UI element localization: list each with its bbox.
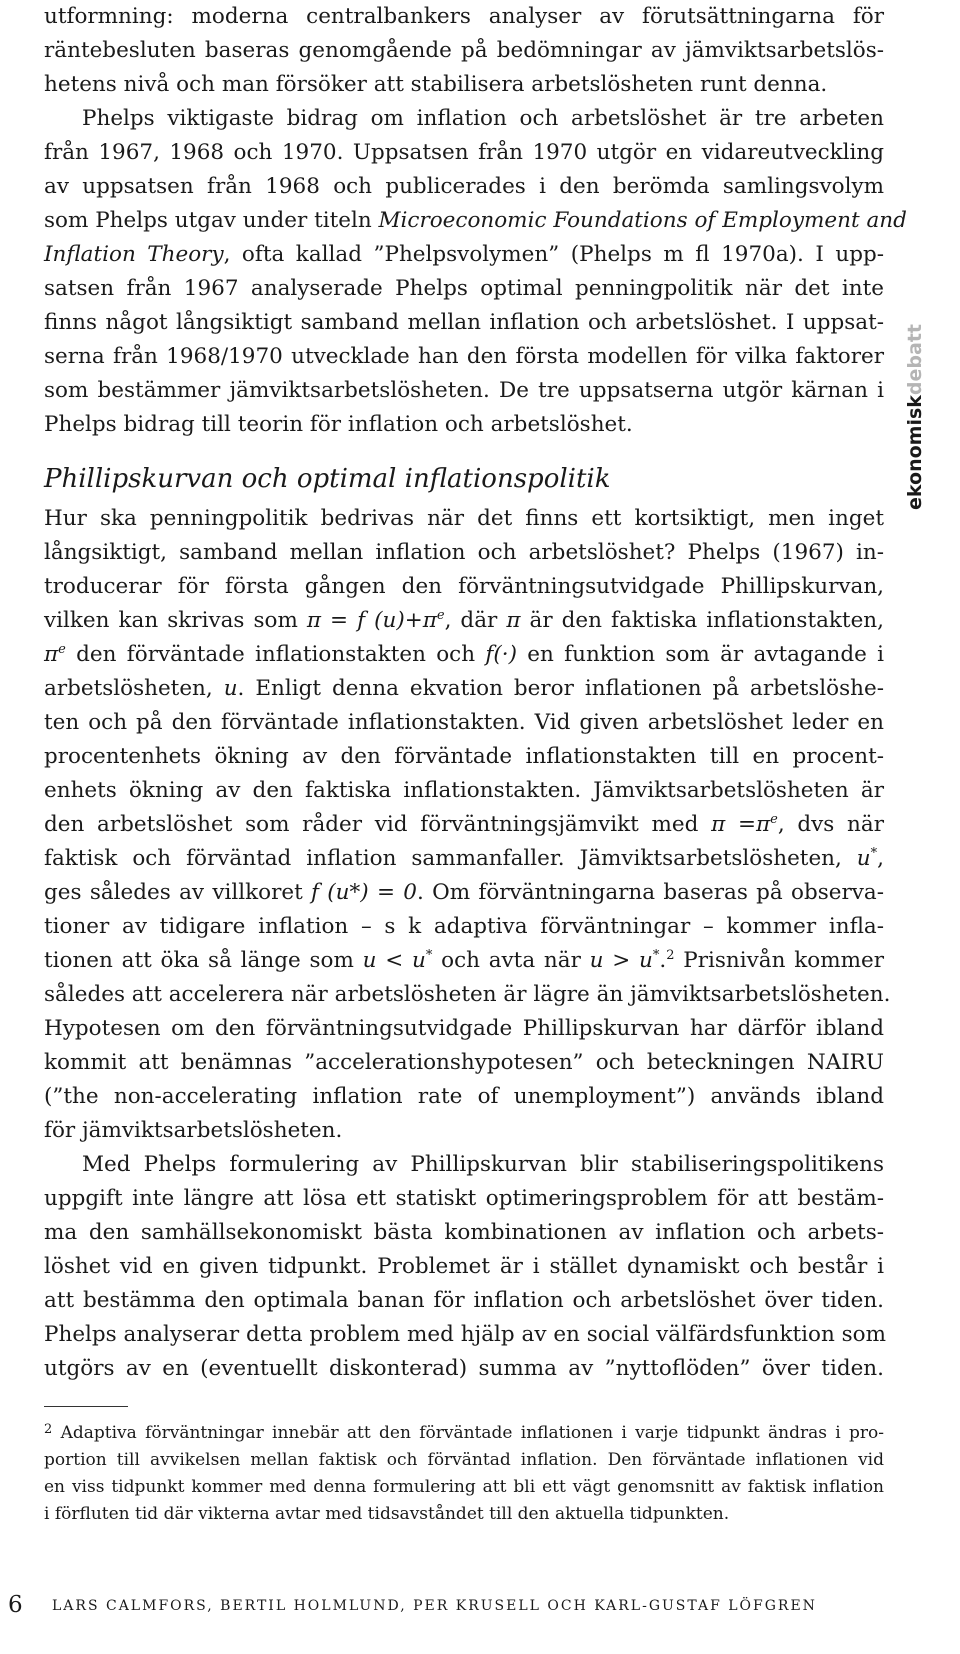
running-footer: LARS CALMFORS, BERTIL HOLMLUND, PER KRUSELL OCH KARL-GUSTAF LÖFGREN xyxy=(52,1598,817,1614)
footnote-reference: 2 xyxy=(666,948,675,963)
footnote-mark: 2 xyxy=(44,1422,53,1437)
text-line: troducerar för första gången den förväntningsutvidgade Phillipskurvan, xyxy=(44,574,884,599)
equation-phillips: π = f $(u)+\pi^e$ xyxy=(306,608,445,633)
text-line: Hypotesen om den förväntningsutvidgade Phillipskurvan har därför ibland xyxy=(44,1016,884,1041)
math-equilibrium: $\pi =\pi^e$ xyxy=(711,812,778,837)
text-line: arbetslösheten, u. Enligt denna ekvation beror inflationen på arbetslöshe- xyxy=(44,676,884,701)
text-line: hetens nivå och man försöker att stabilisera arbetslösheten runt denna. xyxy=(44,72,828,97)
text-line: att bestämma den optimala banan för inflation och arbetslöshet över tiden. xyxy=(44,1288,884,1313)
section-heading: Phillipskurvan och optimal inflationspolitik xyxy=(44,464,611,494)
math-pi-e: $\pi^e$ xyxy=(44,642,66,667)
footnote xyxy=(44,1416,884,1528)
text-line: utgörs av en (eventuellt diskonterad) summa av ”nyttoflöden” över tiden. xyxy=(44,1356,884,1381)
text-line: faktisk och förväntad inflation sammanfaller. Jämviktsarbetslösheten, u*, xyxy=(44,846,884,871)
text-line: långsiktigt, samband mellan inflation och arbetslöshet? Phelps (1967) in- xyxy=(44,540,884,565)
text-line: finns något långsiktigt samband mellan inflation och arbetslöshet. I uppsat- xyxy=(44,310,884,335)
text-line: således att accelerera när arbetslösheten är lägre än jämviktsarbetslösheten. xyxy=(44,982,891,1007)
footnote-line: en viss tidpunkt kommer med denna formulering att bli ett vägt genomsnitt av faktisk inflation xyxy=(44,1477,884,1497)
text-line: som Phelps utgav under titeln Microeconomic Foundations of Employment and xyxy=(44,208,907,233)
text-line: tioner av tidigare inflation – s k adaptiva förväntningar – kommer infla- xyxy=(44,914,884,939)
text-line: uppgift inte längre att lösa ett statiskt optimeringsproblem för att bestäm- xyxy=(44,1186,884,1211)
journal-side-label xyxy=(896,280,936,520)
text-line: Phelps viktigaste bidrag om inflation och arbetslöshet är tre arbeten xyxy=(82,106,884,131)
book-title-cont: Inflation Theory xyxy=(44,242,224,267)
text-line: satsen från 1967 analyserade Phelps optimal penningpolitik när det inte xyxy=(44,276,884,301)
text-line: som bestämmer jämviktsarbetslösheten. De tre uppsatserna utgör kärnan i xyxy=(44,378,884,403)
text-line: Phelps analyserar detta problem med hjälp av en social välfärdsfunktion som xyxy=(44,1322,887,1347)
text-line: ges således av villkoret f (u*) = 0. Om förväntningarna baseras på observa- xyxy=(44,880,884,905)
text-line: Hur ska penningpolitik bedrivas när det finns ett kortsiktigt, men inget xyxy=(44,506,884,531)
footnote-line: i förfluten tid där vikterna avtar med tidsavståndet till den aktuella tidpunkten. xyxy=(44,1504,730,1524)
text-line: Med Phelps formulering av Phillipskurvan blir stabiliseringspolitikens xyxy=(82,1152,884,1177)
book-title: Microeconomic Foundations of Employment and xyxy=(378,208,907,233)
page-number: 6 xyxy=(8,1592,23,1618)
text-line: Inflation Theory, ofta kallad ”Phelpsvolymen” (Phelps m fl 1970a). I upp- xyxy=(44,242,884,267)
text-line: ma den samhällsekonomiskt bästa kombinationen av inflation och arbets- xyxy=(44,1220,884,1245)
text-line: räntebesluten baseras genomgående på bedömningar av jämviktsarbetslös- xyxy=(44,38,884,63)
text-line: procentenhets ökning av den förväntade inflationstakten till en procent- xyxy=(44,744,884,769)
math-condition: f (u*) = 0 xyxy=(311,880,417,905)
text-line: Phelps bidrag till teorin för inflation och arbetslöshet. xyxy=(44,412,633,437)
text-line: för jämviktsarbetslösheten. xyxy=(44,1118,343,1143)
text-line: vilken kan skrivas som π = f $(u)+\pi^e$, där π är den faktiska inflationstakten, xyxy=(44,608,884,633)
text-line: $\pi^e$ den förväntade inflationstakten och f(·) en funktion som är avtagande i xyxy=(44,642,885,667)
text-line: enhets ökning av den faktiska inflationstakten. Jämviktsarbetslösheten är xyxy=(44,778,884,803)
text-line: ten och på den förväntade inflationstakten. Vid given arbetslöshet leder en xyxy=(44,710,884,735)
footnote-line: portion till avvikelsen mellan faktisk och förväntad inflation. Den förväntade inflationen vid xyxy=(44,1450,884,1470)
text-line: serna från 1968/1970 utvecklade han den första modellen för vilka faktorer xyxy=(44,344,884,369)
paragraph-intro xyxy=(44,0,884,102)
text-line: kommit att benämnas ”accelerationshypotesen” och beteckningen NAIRU xyxy=(44,1050,884,1075)
section-heading-wrap xyxy=(44,462,884,496)
paragraph-phelps-contributions xyxy=(44,102,907,442)
paragraph-phillips-curve xyxy=(44,502,891,1148)
paragraph-stabilization xyxy=(44,1148,887,1386)
footnote-line: $^2$ Adaptiva förväntningar innebär att den förväntade inflationen i varje tidpunkt ändras i pro- xyxy=(44,1422,884,1443)
side-label-part1: ekonomisk xyxy=(904,395,926,510)
text-line: från 1967, 1968 och 1970. Uppsatsen från 1970 utgör en vidareutveckling xyxy=(44,140,884,165)
text-line: (”the non-accelerating inflation rate of unemployment”) används ibland xyxy=(44,1084,884,1109)
text-line: tionen att öka så länge som u < u* och avta när u > u*.$^2$ Prisnivån kommer xyxy=(44,948,884,973)
footnote-rule xyxy=(44,1406,128,1407)
side-label-part2: debatt xyxy=(904,324,926,396)
text-line: utformning: moderna centralbankers analyser av förutsättningarna för xyxy=(44,4,884,29)
text-line: den arbetslöshet som råder vid förväntningsjämvikt med $\pi =\pi^e$, dvs när xyxy=(44,812,884,837)
text-line: av uppsatsen från 1968 och publicerades i den berömda samlingsvolym xyxy=(44,174,884,199)
text-line: löshet vid en given tidpunkt. Problemet är i stället dynamiskt och består i xyxy=(44,1254,884,1279)
